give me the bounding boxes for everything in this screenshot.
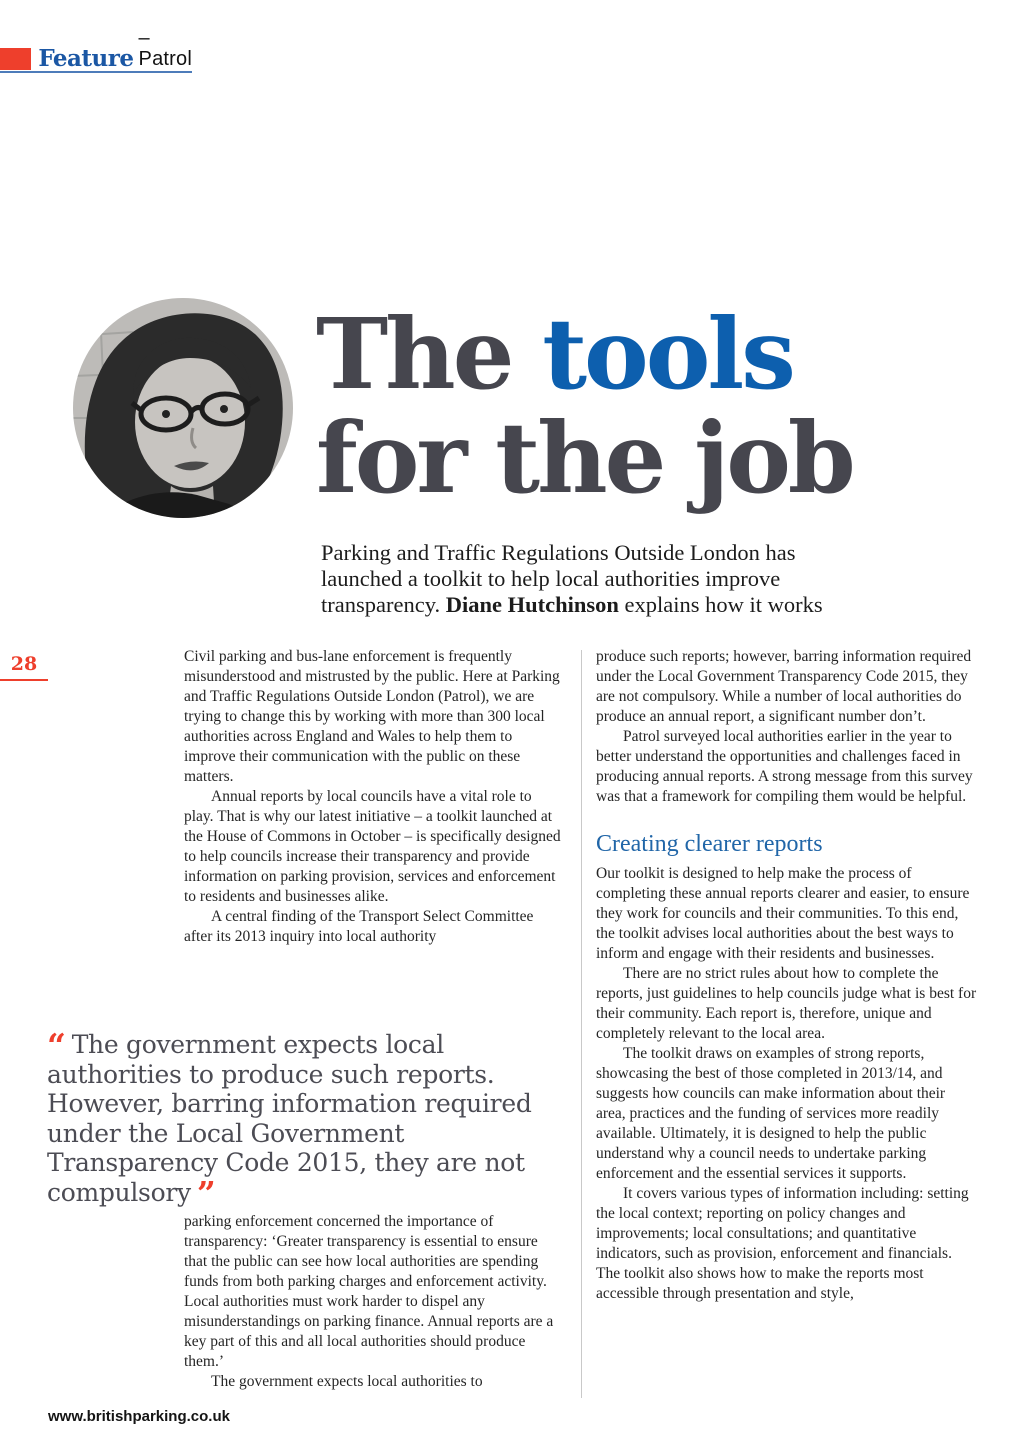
kicker-red-block (0, 48, 31, 70)
paragraph: A central finding of the Transport Select Committee after its 2013 inquiry into local authority (184, 908, 534, 945)
paragraph: Civil parking and bus-lane enforcement is frequently misunderstood and mistrusted by the public. Here at Parking and Traffic Regulations Outside London (Patrol), we are trying to change this by working with more than 300 local authorities across England and Wales to help them to improve their communication with the public on these matters. (184, 648, 560, 785)
left-column-continued (184, 1212, 562, 1392)
kicker-context: – Patrol (138, 27, 192, 70)
standfirst-tail: explains how it works (618, 592, 823, 617)
pull-quote-text: The government expects local authorities to produce such reports. However, barring information required under the Local Government Transparency Code 2015, they are not compulsory (47, 1030, 532, 1207)
kicker (0, 28, 192, 73)
paragraph: There are no strict rules about how to complete the reports, just guidelines to help councils judge what is best for their community. Each report is, therefore, unique and completely relevant to the local area. (596, 965, 977, 1042)
standfirst-text: Parking and Traffic Regulations Outside London has launched a toolkit to help local authorities improve transparency. (321, 540, 796, 617)
right-column (596, 647, 977, 1304)
paragraph: Our toolkit is designed to help make the process of completing these annual reports clearer and easier, to ensure they work for councils and their communities. To this end, the toolkit advises local authorities about the best ways to inform and engage with their residents and businesses. (596, 865, 970, 962)
paragraph: It covers various types of information including: setting the local context; reporting on policy changes and improvements; local consultations; and quantitative indicators, such as provision, enforcement and financials. The toolkit also shows how to make the reports most accessible through presentation and style, (596, 1185, 969, 1302)
article-title (316, 297, 976, 515)
pull-quote (47, 1026, 555, 1213)
paragraph: Patrol surveyed local authorities earlier in the year to better understand the opportunities and challenges faced in producing annual reports. A strong message from this survey was that a framework for compiling them would be helpful. (596, 728, 973, 805)
paragraph: produce such reports; however, barring information required under the Local Government Transparency Code 2015, they are not compulsory. While a number of local authorities do produce an annual report, a significant number don’t. (596, 648, 972, 725)
section-heading: Creating clearer reports (596, 831, 823, 857)
paragraph: The government expects local authorities to (211, 1373, 483, 1390)
close-quote-icon: ” (196, 1173, 216, 1213)
page-number: 28 (0, 653, 48, 681)
paragraph: Annual reports by local councils have a vital role to play. That is why our latest initiative – a toolkit launched at the House of Commons in October – is specifically designed to help councils increase their transparency and provide information on parking provision, services and enforcement to residents and businesses alike. (184, 788, 561, 905)
paragraph: parking enforcement concerned the importance of transparency: ‘Greater transparency is essential to ensure that the public can see how local authorities are spending funds from both parking charges and enforcement activity. Local authorities must work harder to dispel any misunderstandings on parking finance. Annual reports are a key part of this and all local authorities should produce them.’ (184, 1213, 554, 1370)
title-line2: for the job (316, 401, 853, 515)
kicker-label: Feature (38, 45, 134, 72)
author-name: Diane Hutchinson (445, 592, 619, 617)
footer-website-link[interactable]: www.britishparking.co.uk (48, 1408, 230, 1425)
title-line1-blue: tools (542, 297, 793, 411)
portrait-photo (73, 298, 293, 518)
paragraph: The toolkit draws on examples of strong reports, showcasing the best of those completed in 2013/14, and suggests how councils can make information about their area, practices and the funding of services more readily available. Ultimately, it is designed to help the public understand why a council needs to undertake parking enforcement and the essential services it supports. (596, 1045, 946, 1182)
portrait-illustration (73, 298, 293, 518)
standfirst (321, 540, 861, 618)
left-column (184, 647, 562, 947)
open-quote-icon: “ (47, 1026, 66, 1065)
column-divider (581, 650, 582, 1398)
title-line1-dark: The (316, 297, 512, 411)
